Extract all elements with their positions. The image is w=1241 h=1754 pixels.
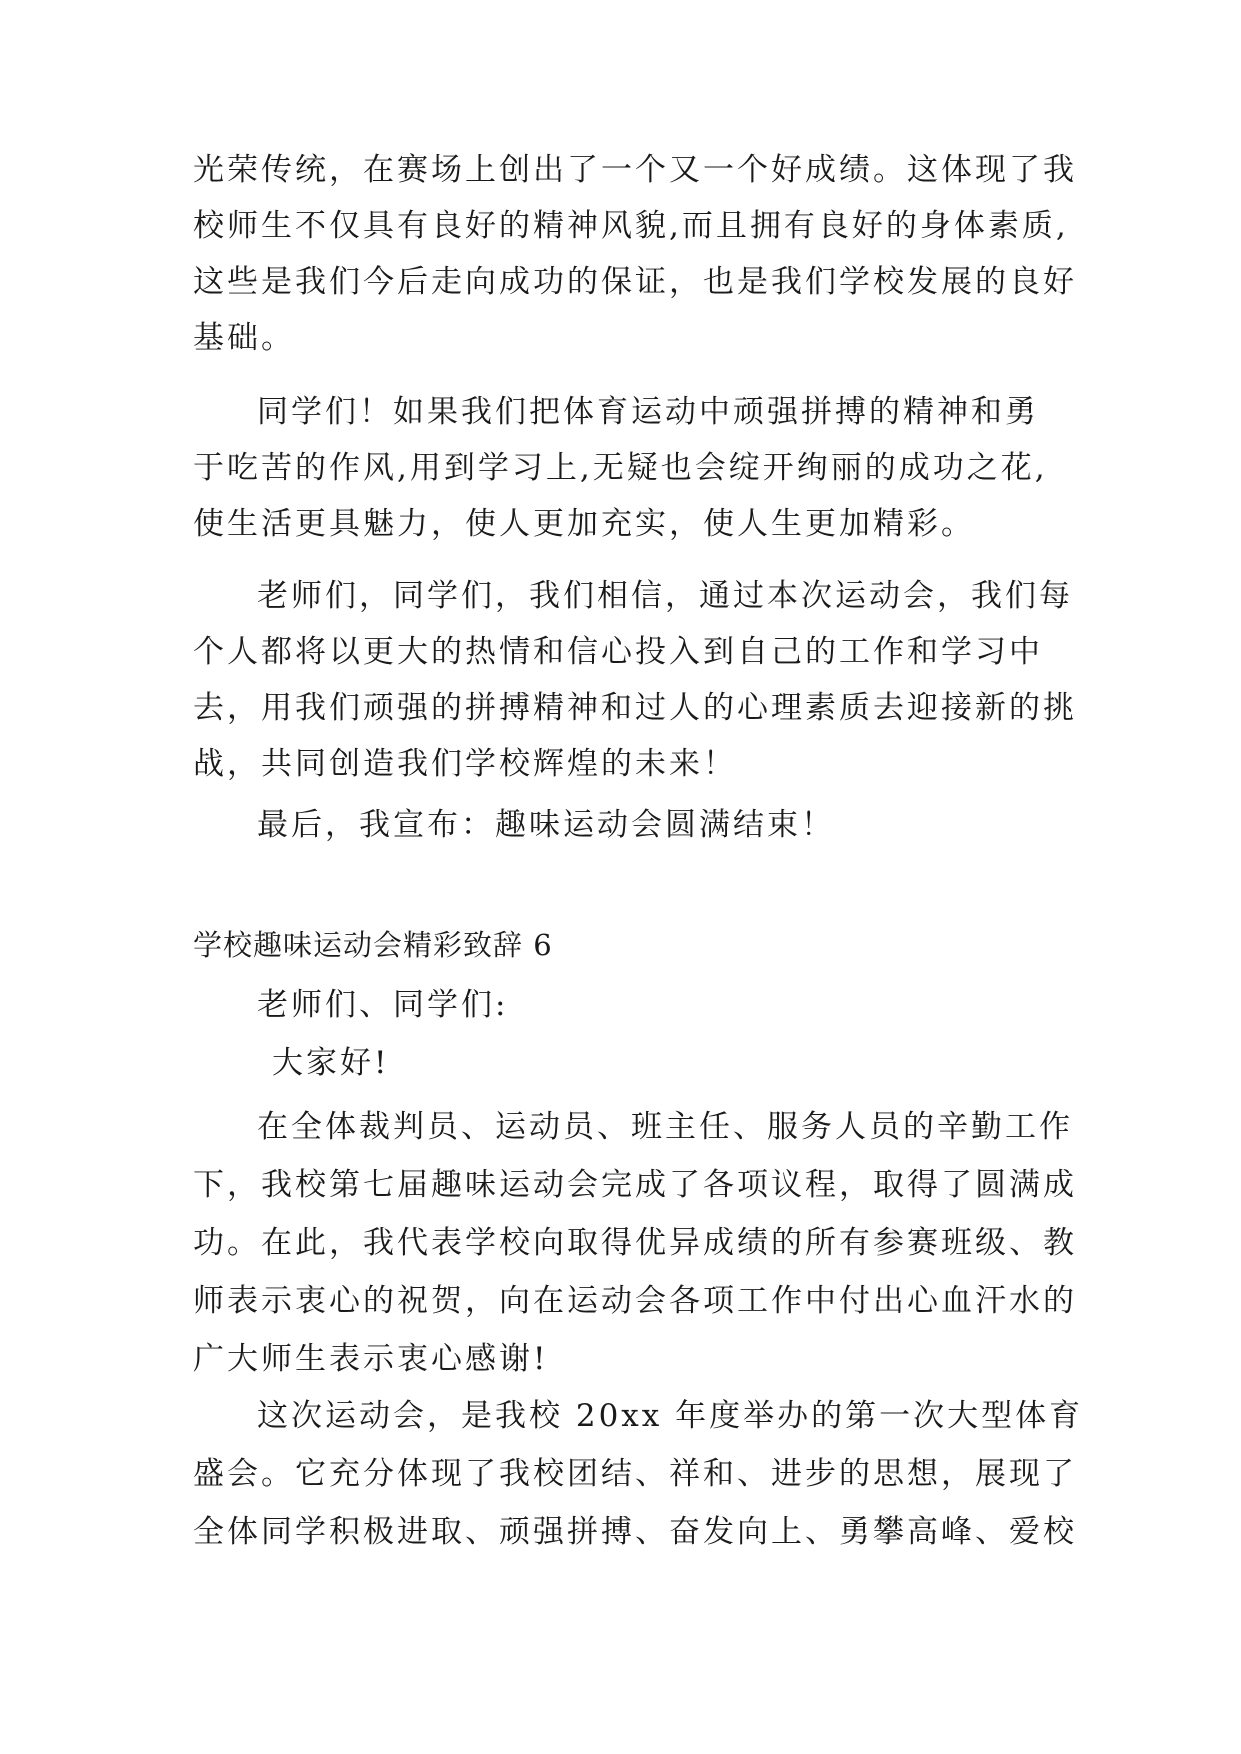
paragraph-line: 全体同学积极进取、顽强拼搏、奋发向上、勇攀高峰、爱校 [193,1514,1077,1550]
paragraph-line: 最后，我宣布：趣味运动会圆满结束！ [257,807,835,843]
paragraph-line: 个人都将以更大的热情和信心投入到自己的工作和学习中 [193,634,1043,670]
paragraph-line: 同学们！如果我们把体育运动中顽强拼搏的精神和勇 [257,394,1039,430]
paragraph-line: 战，共同创造我们学校辉煌的未来！ [193,746,737,782]
paragraph-line: 使生活更具魅力，使人更加充实，使人生更加精彩。 [193,506,975,542]
paragraph-line: 师表示衷心的祝贺，向在运动会各项工作中付出心血汗水的 [193,1283,1077,1319]
paragraph-line: 这些是我们今后走向成功的保证，也是我们学校发展的良好 [193,264,1077,300]
paragraph-line: 老师们，同学们，我们相信，通过本次运动会，我们每 [257,578,1073,614]
paragraph-line: 校师生不仅具有良好的精神风貌,而且拥有良好的身体素质, [193,208,1069,244]
paragraph-line: 盛会。它充分体现了我校团结、祥和、进步的思想，展现了 [193,1456,1077,1492]
paragraph-line: 去，用我们顽强的拼搏精神和过人的心理素质去迎接新的挑 [193,690,1077,726]
paragraph-line: 广大师生表示衷心感谢! [193,1341,549,1377]
paragraph-line: 功。在此，我代表学校向取得优异成绩的所有参赛班级、教 [193,1225,1077,1261]
section-title: 学校趣味运动会精彩致辞 6 [193,928,553,962]
paragraph-line: 光荣传统，在赛场上创出了一个又一个好成绩。这体现了我 [193,152,1077,188]
paragraph-line: 于吃苦的作风,用到学习上,无疑也会绽开绚丽的成功之花, [193,450,1048,486]
greeting: 大家好! [272,1045,390,1081]
paragraph-line: 这次运动会，是我校 20xx 年度举办的第一次大型体育 [257,1398,1084,1434]
salutation: 老师们、同学们: [257,987,509,1023]
paragraph-line: 下，我校第七届趣味运动会完成了各项议程，取得了圆满成 [193,1167,1077,1203]
paragraph-line: 在全体裁判员、运动员、班主任、服务人员的辛勤工作 [257,1109,1073,1145]
paragraph-line: 基础。 [193,320,295,356]
